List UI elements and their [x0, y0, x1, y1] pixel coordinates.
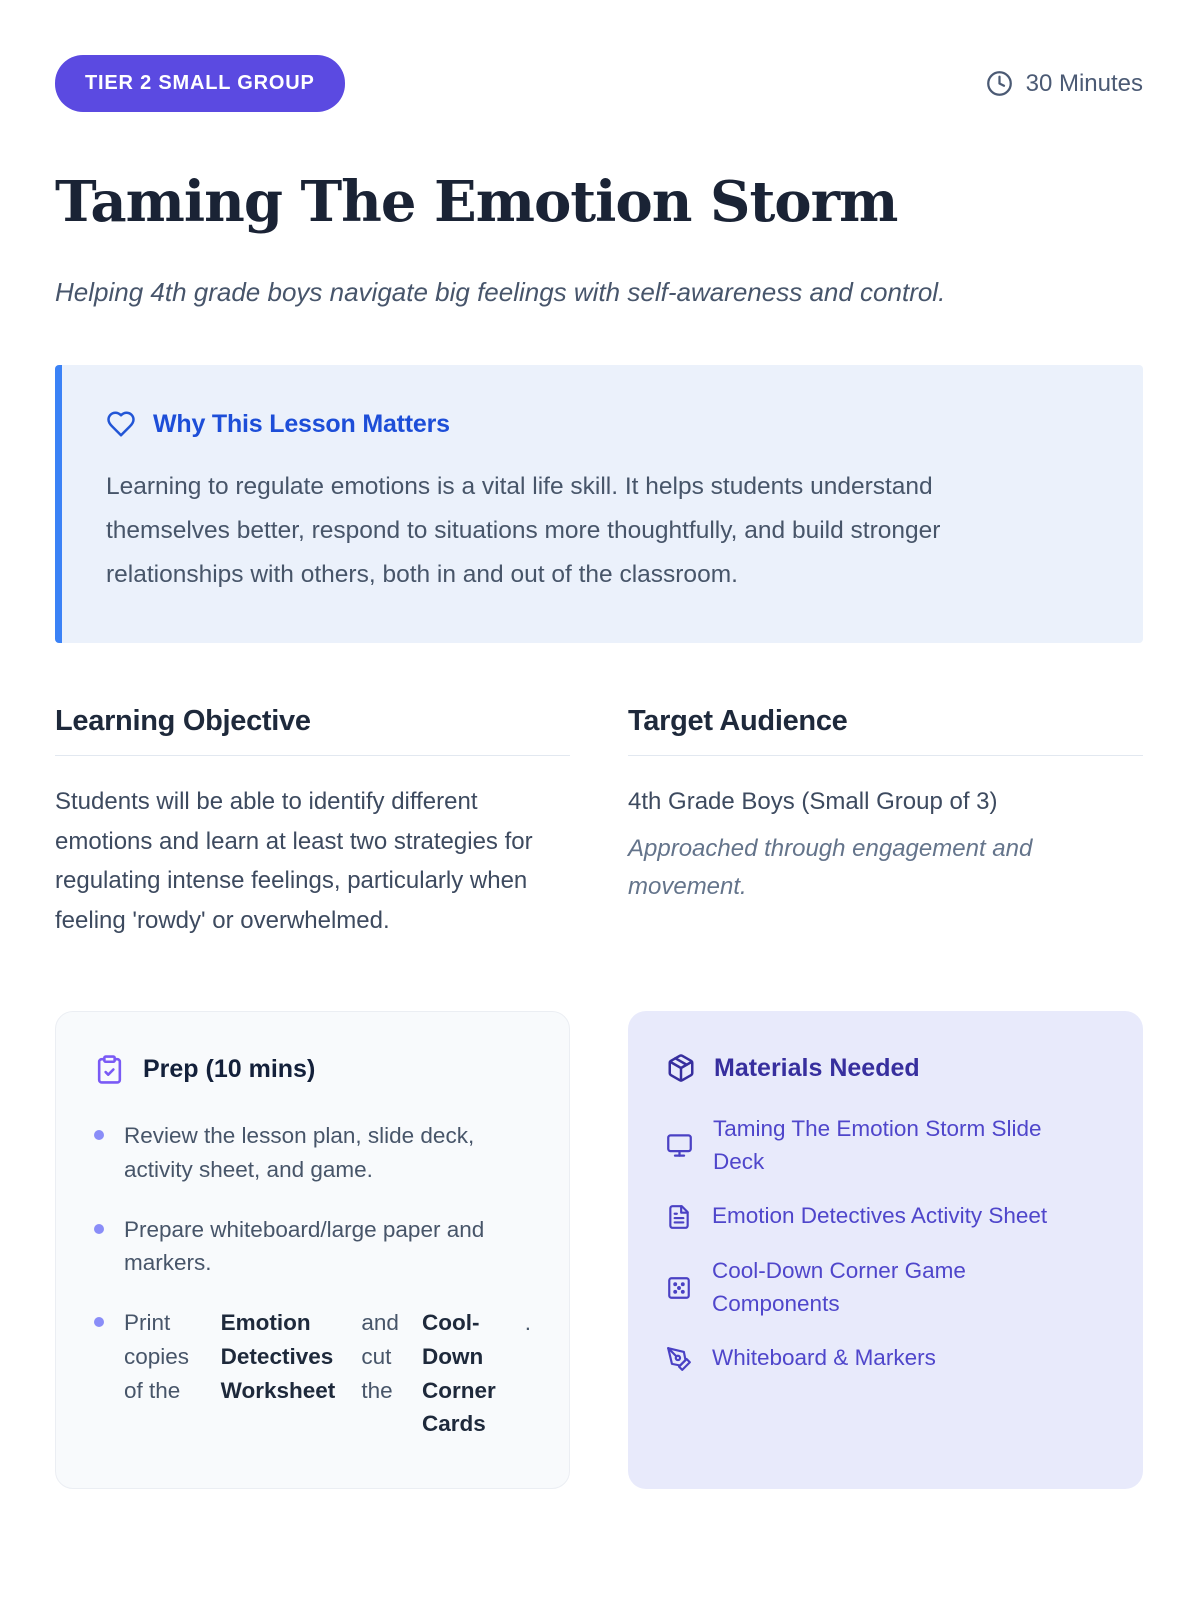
duration-label: 30 Minutes [1025, 69, 1143, 97]
prep-item-text: Prepare whiteboard/large paper and markers. [124, 1216, 485, 1276]
clock-icon [986, 70, 1013, 97]
list-item [94, 1213, 531, 1281]
prep-item-print [124, 1306, 531, 1441]
page-title: Taming The Emotion Storm [55, 169, 898, 235]
callout-title: Why This Lesson Matters [153, 409, 450, 438]
material-item-whiteboard-markers[interactable] [666, 1342, 1105, 1375]
prep-list [94, 1119, 531, 1441]
callout-header [106, 409, 1099, 439]
bullet-dot [94, 1130, 104, 1140]
material-label: Whiteboard & Markers [712, 1345, 936, 1371]
objective-audience-section [55, 705, 1143, 941]
material-label: Taming The Emotion Storm Slide Deck [713, 1116, 1042, 1174]
material-item-game-components[interactable] [666, 1255, 1105, 1320]
materials-card-header [666, 1053, 1105, 1083]
material-item-activity-sheet[interactable] [666, 1200, 1105, 1233]
clipboard-check-icon [94, 1054, 125, 1085]
materials-list [666, 1113, 1105, 1375]
print-segment: and cut the [361, 1310, 399, 1403]
prep-item-text: Review the lesson plan, slide deck, activity sheet, and game. [124, 1123, 475, 1182]
materials-card-title: Materials Needed [714, 1053, 920, 1082]
learning-objective-column [55, 705, 570, 941]
package-icon [666, 1053, 696, 1083]
learning-objective-title: Learning Objective [55, 705, 570, 756]
page-subtitle: Helping 4th grade boys navigate big feelings with self-awareness and control. [55, 277, 946, 308]
material-label: Emotion Detectives Activity Sheet [712, 1203, 1048, 1229]
monitor-icon [666, 1132, 693, 1159]
material-item-slide-deck[interactable] [666, 1113, 1105, 1178]
list-item [94, 1119, 531, 1187]
bullet-dot [94, 1224, 104, 1234]
print-segment-bold: Cool-Down Corner Cards [422, 1310, 496, 1437]
pen-tool-icon [666, 1346, 692, 1372]
target-audience-column [628, 705, 1143, 941]
material-label: Cool-Down Corner Game Components [712, 1257, 966, 1316]
print-segment-bold: Emotion Detectives Worksheet [220, 1310, 336, 1403]
target-audience-title: Target Audience [628, 705, 1143, 756]
prep-card-header [94, 1054, 531, 1085]
bullet-dot [94, 1317, 104, 1327]
learning-objective-body: Students will be able to identify different emotions and learn at least two strategies for regulating intense feelings, particularly when feeling 'rowdy' or overwhelmed. [55, 787, 533, 935]
duration-indicator [986, 70, 1143, 98]
print-segment-period: . [524, 1310, 531, 1336]
list-item [94, 1306, 531, 1441]
target-audience-line1: 4th Grade Boys (Small Group of 3) [628, 787, 998, 815]
file-text-icon [666, 1204, 692, 1230]
prep-card-title: Prep (10 mins) [143, 1055, 316, 1084]
materials-card [628, 1011, 1143, 1489]
dice-icon [666, 1275, 692, 1301]
bottom-cards [55, 1011, 1143, 1489]
heart-icon [106, 409, 136, 439]
callout-body: Learning to regulate emotions is a vital life skill. It helps students understand themselves better, respond to situations more thoughtfully, and build stronger relationships with others, both in and out of the classroom. [106, 473, 941, 588]
print-segment: Print copies of the [124, 1310, 190, 1403]
prep-card [55, 1011, 570, 1489]
tier-badge: TIER 2 SMALL GROUP [55, 55, 345, 112]
target-audience-line2: Approached through engagement and movement. [628, 834, 1033, 900]
why-lesson-matters-callout [55, 365, 1143, 643]
page-header [55, 55, 1143, 112]
